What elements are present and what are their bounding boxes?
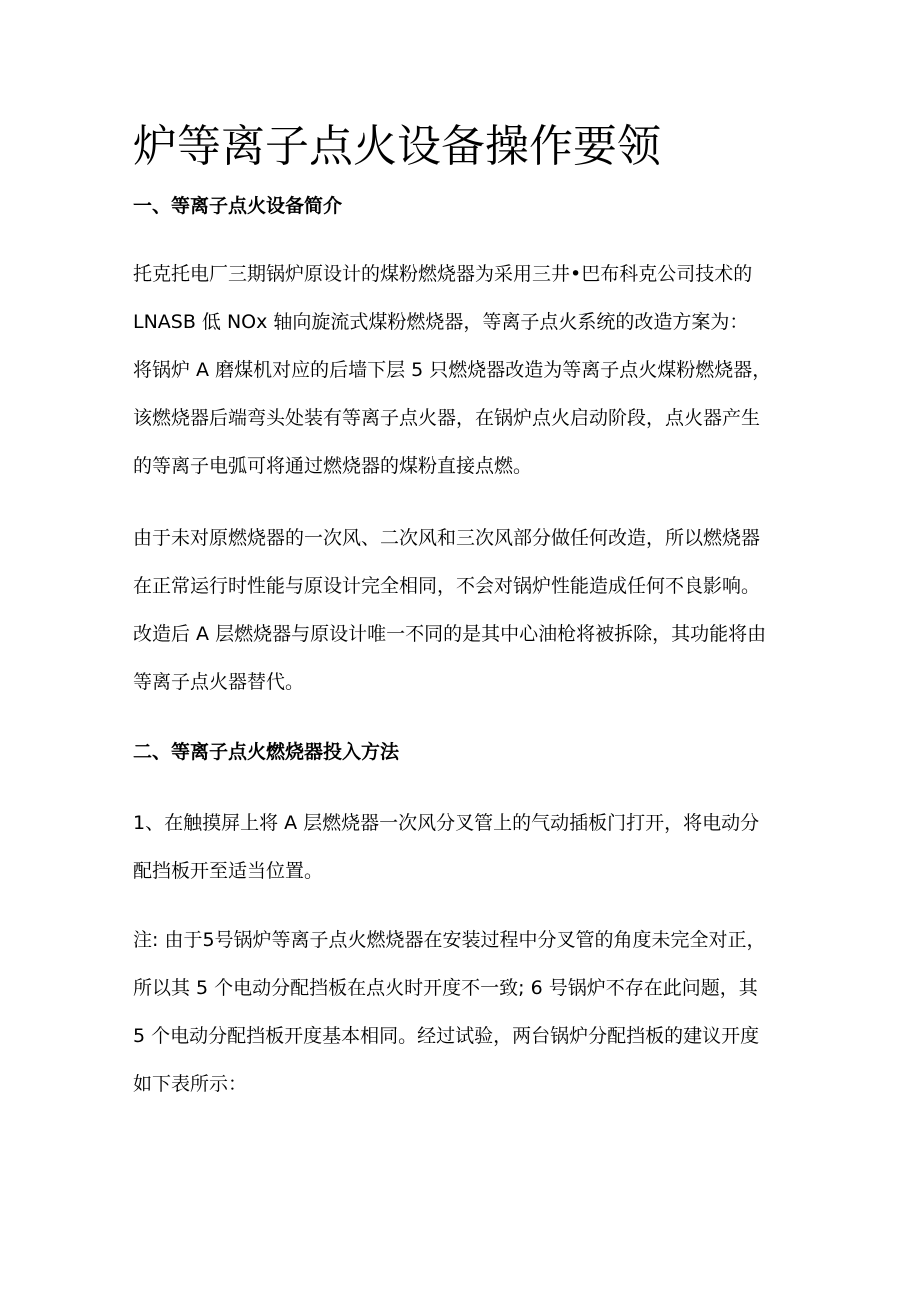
paragraph-intro-2 bbox=[133, 514, 766, 706]
text-line: 5 个电动分配挡板开度基本相同。经过试验，两台锅炉分配挡板的建议开度 bbox=[133, 1025, 760, 1047]
text-line: 等离子点火器替代。 bbox=[133, 671, 305, 693]
paragraph-intro-1 bbox=[133, 250, 771, 490]
paragraph-note bbox=[133, 916, 766, 1108]
text-line: 配挡板开至适当位置。 bbox=[133, 860, 324, 882]
text-line: 改造后 A 层燃烧器与原设计唯一不同的是其中心油枪将被拆除，其功能将由 bbox=[133, 623, 767, 645]
text-line: 将锅炉 A 磨煤机对应的后墙下层 5 只燃烧器改造为等离子点火煤粉燃烧器， bbox=[133, 359, 772, 381]
text-line: 1、在触摸屏上将 A 层燃烧器一次风分叉管上的气动插板门打开，将电动分 bbox=[133, 812, 760, 834]
text-line: 的等离子电弧可将通过燃烧器的煤粉直接点燃。 bbox=[133, 455, 533, 477]
text-line: LNASB 低 NOx 轴向旋流式煤粉燃烧器，等离子点火系统的改造方案为： bbox=[133, 311, 749, 333]
text-line: 托克托电厂三期锅炉原设计的煤粉燃烧器为采用三井•巴布科克公司技术的 bbox=[133, 263, 753, 285]
text-line: 如下表所示： bbox=[133, 1073, 248, 1095]
text-line: 由于未对原燃烧器的一次风、二次风和三次风部分做任何改造，所以燃烧器 bbox=[133, 527, 761, 549]
text-line: 注: 由于5号锅炉等离子点火燃烧器在安装过程中分叉管的角度未完全对正， bbox=[133, 929, 766, 951]
paragraph-step-1 bbox=[133, 799, 759, 895]
section-heading-method: 二、等离子点火燃烧器投入方法 bbox=[133, 741, 400, 763]
text-line: 该燃烧器后端弯头处装有等离子点火器，在锅炉点火启动阶段，点火器产生 bbox=[133, 407, 761, 429]
text-line: 在正常运行时性能与原设计完全相同，不会对锅炉性能造成任何不良影响。 bbox=[133, 575, 761, 597]
text-line: 所以其 5 个电动分配挡板在点火时开度不一致; 6 号锅炉不存在此问题，其 bbox=[133, 977, 758, 999]
section-heading-intro: 一、等离子点火设备简介 bbox=[133, 195, 343, 217]
document-title: 炉等离子点火设备操作要领 bbox=[133, 121, 661, 172]
